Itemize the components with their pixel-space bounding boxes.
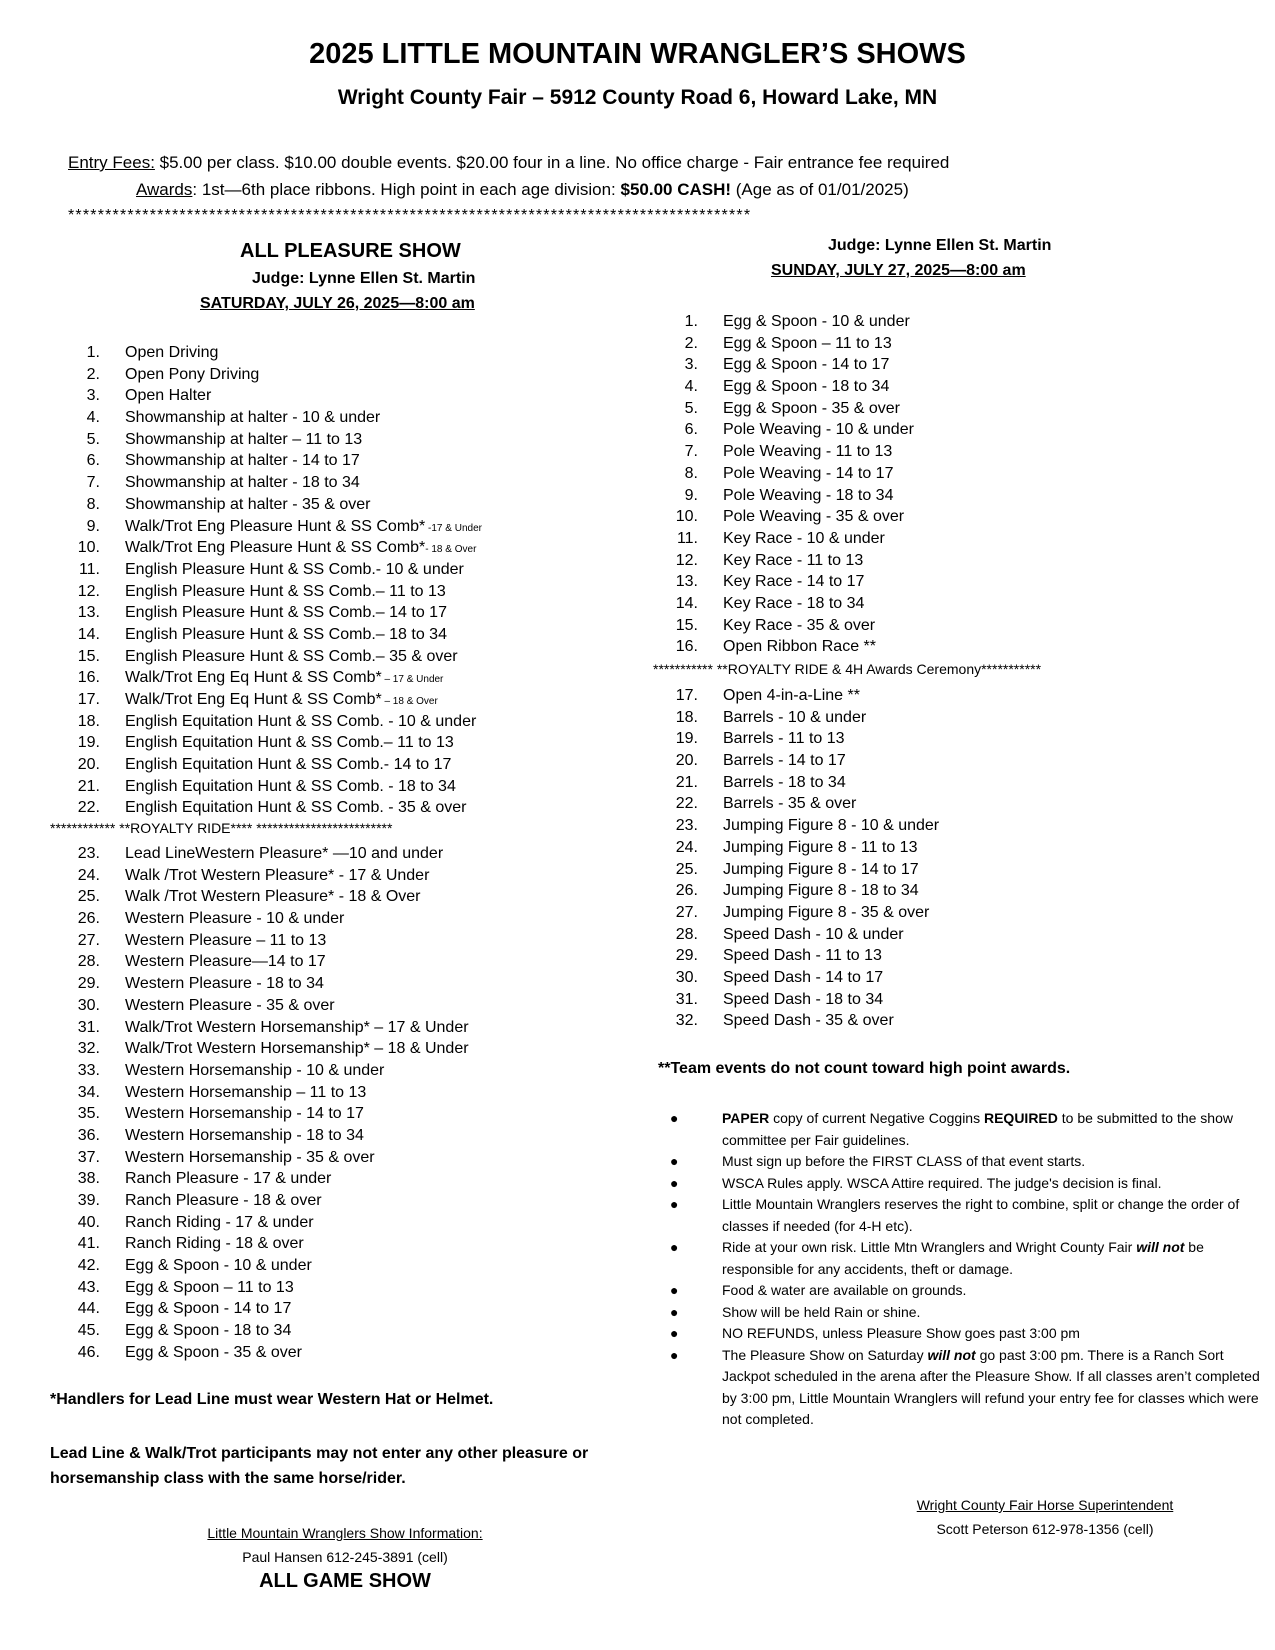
game-royalty-separator: *********** **ROYALTY RIDE & 4H Awards Ceremony*********** <box>653 661 1042 677</box>
class-number: 28. <box>675 925 698 943</box>
rule-item <box>670 1237 1260 1280</box>
class-number: 30. <box>77 996 100 1014</box>
class-item <box>62 908 469 930</box>
lead-line-note: *Handlers for Lead Line must wear Western Hat or Helmet. <box>50 1391 494 1408</box>
class-number: 23. <box>675 817 698 835</box>
class-name: Western Horsemanship - 14 to 17 <box>125 1105 364 1123</box>
class-item <box>62 450 482 472</box>
class-name: English Equitation Hunt & SS Comb.- 14 to 17 <box>125 756 452 774</box>
class-item <box>62 602 482 624</box>
class-number: 32. <box>77 1040 100 1058</box>
class-name: Barrels - 35 & over <box>723 795 857 813</box>
superintendent-contact: Scott Peterson 612-978-1356 (cell) <box>936 1521 1154 1537</box>
rule-text: PAPER copy of current Negative Coggins REQUIRED to be submitted to the show committee per Fair guidelines. <box>722 1110 1233 1148</box>
game-class-list-a <box>660 311 914 658</box>
rule-item <box>670 1108 1260 1151</box>
class-number: 19. <box>77 734 100 752</box>
class-name: English Equitation Hunt & SS Comb.– 11 to 13 <box>125 734 454 752</box>
class-item <box>62 1255 469 1277</box>
class-name: Walk /Trot Western Pleasure* - 17 & Under <box>125 866 430 884</box>
class-number: 35. <box>77 1105 100 1123</box>
class-name: English Equitation Hunt & SS Comb. - 18 to 34 <box>125 777 456 795</box>
class-name: Western Pleasure—14 to 17 <box>125 953 326 971</box>
class-name: Jumping Figure 8 - 11 to 13 <box>723 838 918 856</box>
class-name: Jumping Figure 8 - 14 to 17 <box>723 860 919 878</box>
pleasure-show-judge: Judge: Lynne Ellen St. Martin <box>252 270 476 287</box>
rule-text: NO REFUNDS, unless Pleasure Show goes past 3:00 pm <box>722 1325 1080 1341</box>
class-number: 8. <box>86 495 100 513</box>
class-item <box>62 1298 469 1320</box>
class-name: Walk/Trot Eng Pleasure Hunt & SS Comb* -17 & Under <box>125 517 482 535</box>
rule-text: Show will be held Rain or shine. <box>722 1303 921 1320</box>
class-number: 5. <box>86 430 100 448</box>
class-name: Egg & Spoon - 14 to 17 <box>125 1300 292 1318</box>
class-number: 7. <box>86 474 100 492</box>
class-name: Egg & Spoon – 11 to 13 <box>125 1278 294 1296</box>
class-number: 9. <box>684 486 698 504</box>
class-number: 30. <box>675 968 698 986</box>
class-item <box>660 707 939 729</box>
class-item <box>660 815 939 837</box>
class-item <box>62 624 482 646</box>
bullet-dot-icon: ● <box>670 1303 679 1320</box>
class-name: Barrels - 10 & under <box>723 708 867 726</box>
class-number: 14. <box>77 625 100 643</box>
class-name: Western Horsemanship - 35 & over <box>125 1148 375 1166</box>
rule-text: Food & water are available on grounds. <box>722 1282 967 1298</box>
class-item <box>660 837 939 859</box>
class-item <box>660 945 939 967</box>
class-item <box>62 342 482 364</box>
class-name: Pole Weaving - 10 & under <box>723 421 914 439</box>
class-item <box>62 516 482 538</box>
class-name: Speed Dash - 14 to 17 <box>723 968 884 986</box>
class-number: 28. <box>77 953 100 971</box>
class-item <box>660 485 914 507</box>
class-item <box>660 636 914 658</box>
class-age-note: – 18 & Over <box>381 696 438 707</box>
class-number: 36. <box>77 1126 100 1144</box>
class-name: Walk/Trot Western Horsemanship* – 18 & Under <box>125 1040 469 1058</box>
class-number: 24. <box>675 838 698 856</box>
pleasure-class-list-b <box>62 843 469 1364</box>
class-number: 15. <box>675 616 698 634</box>
class-name: Jumping Figure 8 - 18 to 34 <box>723 882 919 900</box>
class-number: 34. <box>77 1083 100 1101</box>
class-item <box>660 528 914 550</box>
class-item <box>660 728 939 750</box>
class-number: 18. <box>675 708 698 726</box>
class-number: 23. <box>77 845 100 862</box>
class-number: 21. <box>77 777 100 795</box>
class-item <box>660 398 914 420</box>
class-number: 17. <box>675 687 698 704</box>
class-name: Western Horsemanship - 10 & under <box>125 1061 385 1079</box>
class-item <box>62 930 469 952</box>
class-name: Open Pony Driving <box>125 365 260 383</box>
class-number: 10. <box>675 508 698 526</box>
rule-text: WSCA Rules apply. WSCA Attire required. The judge's decision is final. <box>722 1174 1162 1191</box>
class-name: Barrels - 14 to 17 <box>723 752 846 770</box>
bullet-dot-icon: ● <box>670 1325 679 1341</box>
team-events-note: **Team events do not count toward high point awards. <box>658 1060 1071 1077</box>
awards-text-a: : 1st—6th place ribbons. High point in each age division: <box>192 180 621 199</box>
entry-fees-label: Entry Fees: <box>68 153 155 172</box>
class-name: Ranch Pleasure - 18 & over <box>125 1192 322 1209</box>
class-number: 45. <box>77 1322 100 1340</box>
class-name: Egg & Spoon - 35 & over <box>125 1343 302 1361</box>
class-item <box>660 880 939 902</box>
page-title: 2025 LITTLE MOUNTAIN WRANGLER’S SHOWS <box>309 38 966 70</box>
class-number: 1. <box>86 344 100 361</box>
class-number: 14. <box>675 594 698 612</box>
class-item <box>62 429 482 451</box>
class-name: English Pleasure Hunt & SS Comb.– 14 to 17 <box>125 604 447 622</box>
class-name: Ranch Riding - 18 & over <box>125 1235 304 1253</box>
class-number: 4. <box>86 409 100 427</box>
class-name: Showmanship at halter - 18 to 34 <box>125 474 360 492</box>
class-number: 12. <box>77 582 100 600</box>
class-number: 38. <box>77 1170 100 1188</box>
class-item <box>62 951 469 973</box>
class-item <box>62 1147 469 1169</box>
class-name: Showmanship at halter - 35 & over <box>125 495 371 513</box>
class-name: English Pleasure Hunt & SS Comb.- 10 & under <box>125 560 464 578</box>
class-number: 41. <box>77 1235 100 1253</box>
class-name: Walk/Trot Western Horsemanship* – 17 & Under <box>125 1018 469 1036</box>
class-item <box>660 354 914 376</box>
class-item <box>62 667 482 689</box>
entry-fees <box>68 153 949 173</box>
class-item <box>62 1038 469 1060</box>
class-item <box>660 924 939 946</box>
class-age-note: - 18 & Over <box>425 544 477 556</box>
rules-list <box>670 1108 1260 1431</box>
class-name: Pole Weaving - 35 & over <box>723 508 905 526</box>
class-name: Western Pleasure - 35 & over <box>125 996 335 1014</box>
class-item <box>660 772 939 794</box>
class-name: Pole Weaving - 18 to 34 <box>723 486 894 504</box>
game-show-title: ALL GAME SHOW <box>259 1570 431 1592</box>
pleasure-royalty-separator: ************ **ROYALTY RIDE**** ************************* <box>50 820 393 836</box>
game-show-judge: Judge: Lynne Ellen St. Martin <box>828 237 1052 254</box>
rule-item <box>670 1345 1260 1431</box>
class-item <box>660 902 939 924</box>
class-item <box>660 311 914 333</box>
class-number: 25. <box>675 860 698 878</box>
class-number: 15. <box>77 647 100 665</box>
class-number: 16. <box>675 638 698 656</box>
class-name: English Equitation Hunt & SS Comb. - 10 & under <box>125 712 477 730</box>
class-name: Ranch Pleasure - 17 & under <box>125 1170 332 1188</box>
class-number: 37. <box>77 1148 100 1166</box>
class-item <box>660 859 939 881</box>
bullet-dot-icon: ● <box>670 1153 679 1169</box>
class-item <box>62 1082 469 1104</box>
class-number: 29. <box>675 947 698 965</box>
class-item <box>62 1342 469 1364</box>
class-item <box>62 1060 469 1082</box>
class-number: 31. <box>77 1018 100 1036</box>
class-name: Jumping Figure 8 - 10 & under <box>723 817 940 835</box>
class-name: Walk/Trot Eng Eq Hunt & SS Comb* – 18 & Over <box>125 691 438 708</box>
class-item <box>62 797 482 819</box>
class-name: Walk/Trot Eng Eq Hunt & SS Comb* – 17 & Under <box>125 669 444 687</box>
class-name: Western Horsemanship - 18 to 34 <box>125 1126 364 1144</box>
class-item <box>62 1277 469 1299</box>
awards-text-b: (Age as of 01/01/2025) <box>731 180 909 199</box>
class-number: 6. <box>86 452 100 470</box>
game-class-list-b <box>660 685 939 1032</box>
rule-item <box>670 1323 1260 1345</box>
class-name: Showmanship at halter – 11 to 13 <box>125 430 363 448</box>
rule-text: The Pleasure Show on Saturday will not go past 3:00 pm. There is a Ranch Sort Jackpot scheduled in the arena after the Pleasure Show. If all classes aren’t completed by 3:00 pm, Little Mountain Wranglers will refund your entry fee for classes which were not completed. <box>722 1346 1260 1427</box>
class-item <box>62 732 482 754</box>
pleasure-show-date: SATURDAY, JULY 26, 2025—8:00 am <box>200 295 475 312</box>
class-number: 40. <box>77 1213 100 1231</box>
class-item <box>660 376 914 398</box>
class-number: 18. <box>77 712 100 730</box>
class-number: 20. <box>675 752 698 770</box>
class-name: Speed Dash - 11 to 13 <box>723 947 882 965</box>
class-item <box>62 1103 469 1125</box>
class-item <box>660 967 939 989</box>
class-number: 33. <box>77 1061 100 1079</box>
class-number: 3. <box>86 387 100 405</box>
class-name: Showmanship at halter - 10 & under <box>125 409 381 427</box>
class-name: Open Ribbon Race ** <box>723 638 876 656</box>
rule-text: Ride at your own risk. Little Mtn Wranglers and Wright County Fair will not be responsible for any accidents, theft or damage. <box>722 1239 1204 1277</box>
class-item <box>62 537 482 559</box>
class-name: Speed Dash - 35 & over <box>723 1012 894 1030</box>
class-item <box>660 989 939 1011</box>
class-number: 46. <box>77 1343 100 1361</box>
class-number: 7. <box>684 443 698 461</box>
class-name: Western Horsemanship – 11 to 13 <box>125 1083 367 1101</box>
class-number: 2. <box>684 334 698 352</box>
class-name: Key Race - 18 to 34 <box>723 594 865 612</box>
entry-fees-text: $5.00 per class. $10.00 double events. $20.00 four in a line. No office charge - Fair entrance fee required <box>154 153 950 172</box>
class-item <box>62 559 482 581</box>
class-number: 10. <box>77 539 100 557</box>
class-name: Egg & Spoon - 35 & over <box>723 399 900 417</box>
class-number: 3. <box>684 356 698 374</box>
class-name: Pole Weaving - 11 to 13 <box>723 443 893 461</box>
class-item <box>62 689 482 711</box>
class-name: Lead LineWestern Pleasure* —10 and under <box>125 845 444 862</box>
class-name: Open Driving <box>125 344 219 361</box>
class-item <box>660 793 939 815</box>
class-item <box>660 463 914 485</box>
class-number: 32. <box>675 1012 698 1030</box>
class-number: 16. <box>77 669 100 687</box>
class-name: Western Pleasure – 11 to 13 <box>125 931 327 949</box>
class-item <box>660 550 914 572</box>
class-item <box>62 865 469 887</box>
class-name: Showmanship at halter - 14 to 17 <box>125 452 360 470</box>
class-item <box>62 364 482 386</box>
pleasure-show-title: ALL PLEASURE SHOW <box>240 240 461 262</box>
class-item <box>660 593 914 615</box>
class-name: Egg & Spoon – 11 to 13 <box>723 334 892 352</box>
class-item <box>660 571 914 593</box>
class-number: 25. <box>77 888 100 906</box>
class-item <box>62 1212 469 1234</box>
bullet-dot-icon: ● <box>670 1346 679 1363</box>
star-divider: ******************************************************************************************** <box>68 207 752 224</box>
rule-item <box>670 1173 1260 1195</box>
class-number: 9. <box>86 517 100 535</box>
class-name: Barrels - 18 to 34 <box>723 773 846 791</box>
awards-label: Awards <box>136 180 193 199</box>
class-name: Barrels - 11 to 13 <box>723 730 845 748</box>
class-number: 19. <box>675 730 698 748</box>
bullet-dot-icon: ● <box>670 1282 679 1298</box>
show-info-contact: Paul Hansen 612-245-3891 (cell) <box>242 1549 448 1565</box>
class-number: 20. <box>77 756 100 774</box>
class-number: 26. <box>77 910 100 928</box>
class-number: 12. <box>675 551 698 569</box>
class-number: 4. <box>684 378 698 396</box>
class-name: Egg & Spoon - 10 & under <box>125 1257 312 1275</box>
class-number: 27. <box>675 903 698 921</box>
class-number: 39. <box>77 1192 100 1209</box>
class-name: Key Race - 10 & under <box>723 529 885 547</box>
class-name: English Pleasure Hunt & SS Comb.– 35 & over <box>125 647 458 665</box>
class-name: Egg & Spoon - 14 to 17 <box>723 356 890 374</box>
class-name: English Pleasure Hunt & SS Comb.– 11 to 13 <box>125 582 446 600</box>
rule-text: Little Mountain Wranglers reserves the right to combine, split or change the order of classes if needed (for 4-H etc). <box>722 1196 1240 1234</box>
bullet-dot-icon: ● <box>670 1174 679 1191</box>
class-name: Speed Dash - 10 & under <box>723 925 904 943</box>
class-number: 1. <box>684 313 698 330</box>
class-name: Jumping Figure 8 - 35 & over <box>723 903 930 921</box>
class-name: English Equitation Hunt & SS Comb. - 35 & over <box>125 799 467 817</box>
class-item <box>62 843 469 865</box>
rule-item <box>670 1194 1260 1237</box>
rule-item <box>670 1151 1260 1173</box>
class-item <box>62 711 482 733</box>
class-item <box>62 385 482 407</box>
class-name: Pole Weaving - 14 to 17 <box>723 464 894 482</box>
class-item <box>660 685 939 707</box>
class-name: Western Pleasure - 10 & under <box>125 910 345 928</box>
class-item <box>62 581 482 603</box>
class-item <box>62 472 482 494</box>
class-number: 17. <box>77 691 100 708</box>
class-number: 27. <box>77 931 100 949</box>
class-item <box>62 776 482 798</box>
class-item <box>62 1320 469 1342</box>
awards-cash: $50.00 CASH! <box>620 180 732 199</box>
class-item <box>660 750 939 772</box>
class-item <box>660 441 914 463</box>
class-number: 26. <box>675 882 698 900</box>
bullet-dot-icon: ● <box>670 1239 679 1255</box>
rule-item <box>670 1280 1260 1302</box>
bullet-dot-icon: ● <box>670 1110 679 1126</box>
class-number: 22. <box>77 799 100 817</box>
class-name: Egg & Spoon - 18 to 34 <box>723 378 890 396</box>
class-name: Open 4-in-a-Line ** <box>723 687 860 704</box>
class-number: 31. <box>675 990 698 1008</box>
game-show-date: SUNDAY, JULY 27, 2025—8:00 am <box>771 262 1026 279</box>
class-item <box>62 754 482 776</box>
show-info-label: Little Mountain Wranglers Show Information: <box>207 1525 483 1541</box>
class-number: 2. <box>86 365 100 383</box>
class-item <box>660 1010 939 1032</box>
class-name: Egg & Spoon - 18 to 34 <box>125 1322 292 1340</box>
class-number: 44. <box>77 1300 100 1318</box>
page-subtitle: Wright County Fair – 5912 County Road 6, Howard Lake, MN <box>337 86 938 109</box>
rule-item <box>670 1302 1260 1324</box>
class-number: 6. <box>684 421 698 439</box>
class-name: Key Race - 14 to 17 <box>723 573 865 591</box>
class-number: 11. <box>78 560 100 578</box>
class-number: 11. <box>676 529 698 547</box>
class-item <box>62 1125 469 1147</box>
class-number: 5. <box>684 399 698 417</box>
class-age-note: – 17 & Under <box>381 674 444 686</box>
class-name: Ranch Riding - 17 & under <box>125 1213 314 1231</box>
class-name: Walk /Trot Western Pleasure* - 18 & Over <box>125 888 421 906</box>
class-name: Open Halter <box>125 387 212 405</box>
class-item <box>62 995 469 1017</box>
class-name: Key Race - 35 & over <box>723 616 876 634</box>
class-item <box>660 419 914 441</box>
class-number: 43. <box>77 1278 100 1296</box>
rule-text: Must sign up before the FIRST CLASS of that event starts. <box>722 1153 1086 1169</box>
class-number: 42. <box>77 1257 100 1275</box>
class-number: 8. <box>684 464 698 482</box>
class-item <box>660 333 914 355</box>
class-number: 22. <box>675 795 698 813</box>
bullet-dot-icon: ● <box>670 1196 679 1212</box>
class-item <box>62 1233 469 1255</box>
class-item <box>62 646 482 668</box>
class-number: 21. <box>675 773 698 791</box>
class-age-note: -17 & Under <box>425 522 482 534</box>
class-item <box>660 506 914 528</box>
class-name: English Pleasure Hunt & SS Comb.– 18 to 34 <box>125 625 447 643</box>
class-item <box>660 615 914 637</box>
class-item <box>62 494 482 516</box>
class-number: 13. <box>77 604 100 622</box>
superintendent-label: Wright County Fair Horse Superintendent <box>916 1497 1174 1513</box>
class-item <box>62 1017 469 1039</box>
class-number: 13. <box>675 573 698 591</box>
class-name: Key Race - 11 to 13 <box>723 551 864 569</box>
class-item <box>62 886 469 908</box>
class-item <box>62 1168 469 1190</box>
pleasure-class-list-a <box>62 342 482 819</box>
class-name: Walk/Trot Eng Pleasure Hunt & SS Comb*- 18 & Over <box>125 539 477 557</box>
class-name: Speed Dash - 18 to 34 <box>723 990 884 1008</box>
class-item <box>62 407 482 429</box>
walk-trot-note: Lead Line & Walk/Trot participants may not enter any other pleasure or horsemanship class with the same horse/rider. <box>50 1445 589 1487</box>
class-name: Western Pleasure - 18 to 34 <box>125 975 324 993</box>
class-item <box>62 1190 469 1212</box>
class-number: 24. <box>77 866 100 884</box>
class-item <box>62 973 469 995</box>
class-name: Egg & Spoon - 10 & under <box>723 313 910 330</box>
class-number: 29. <box>77 975 100 993</box>
awards <box>136 180 909 200</box>
